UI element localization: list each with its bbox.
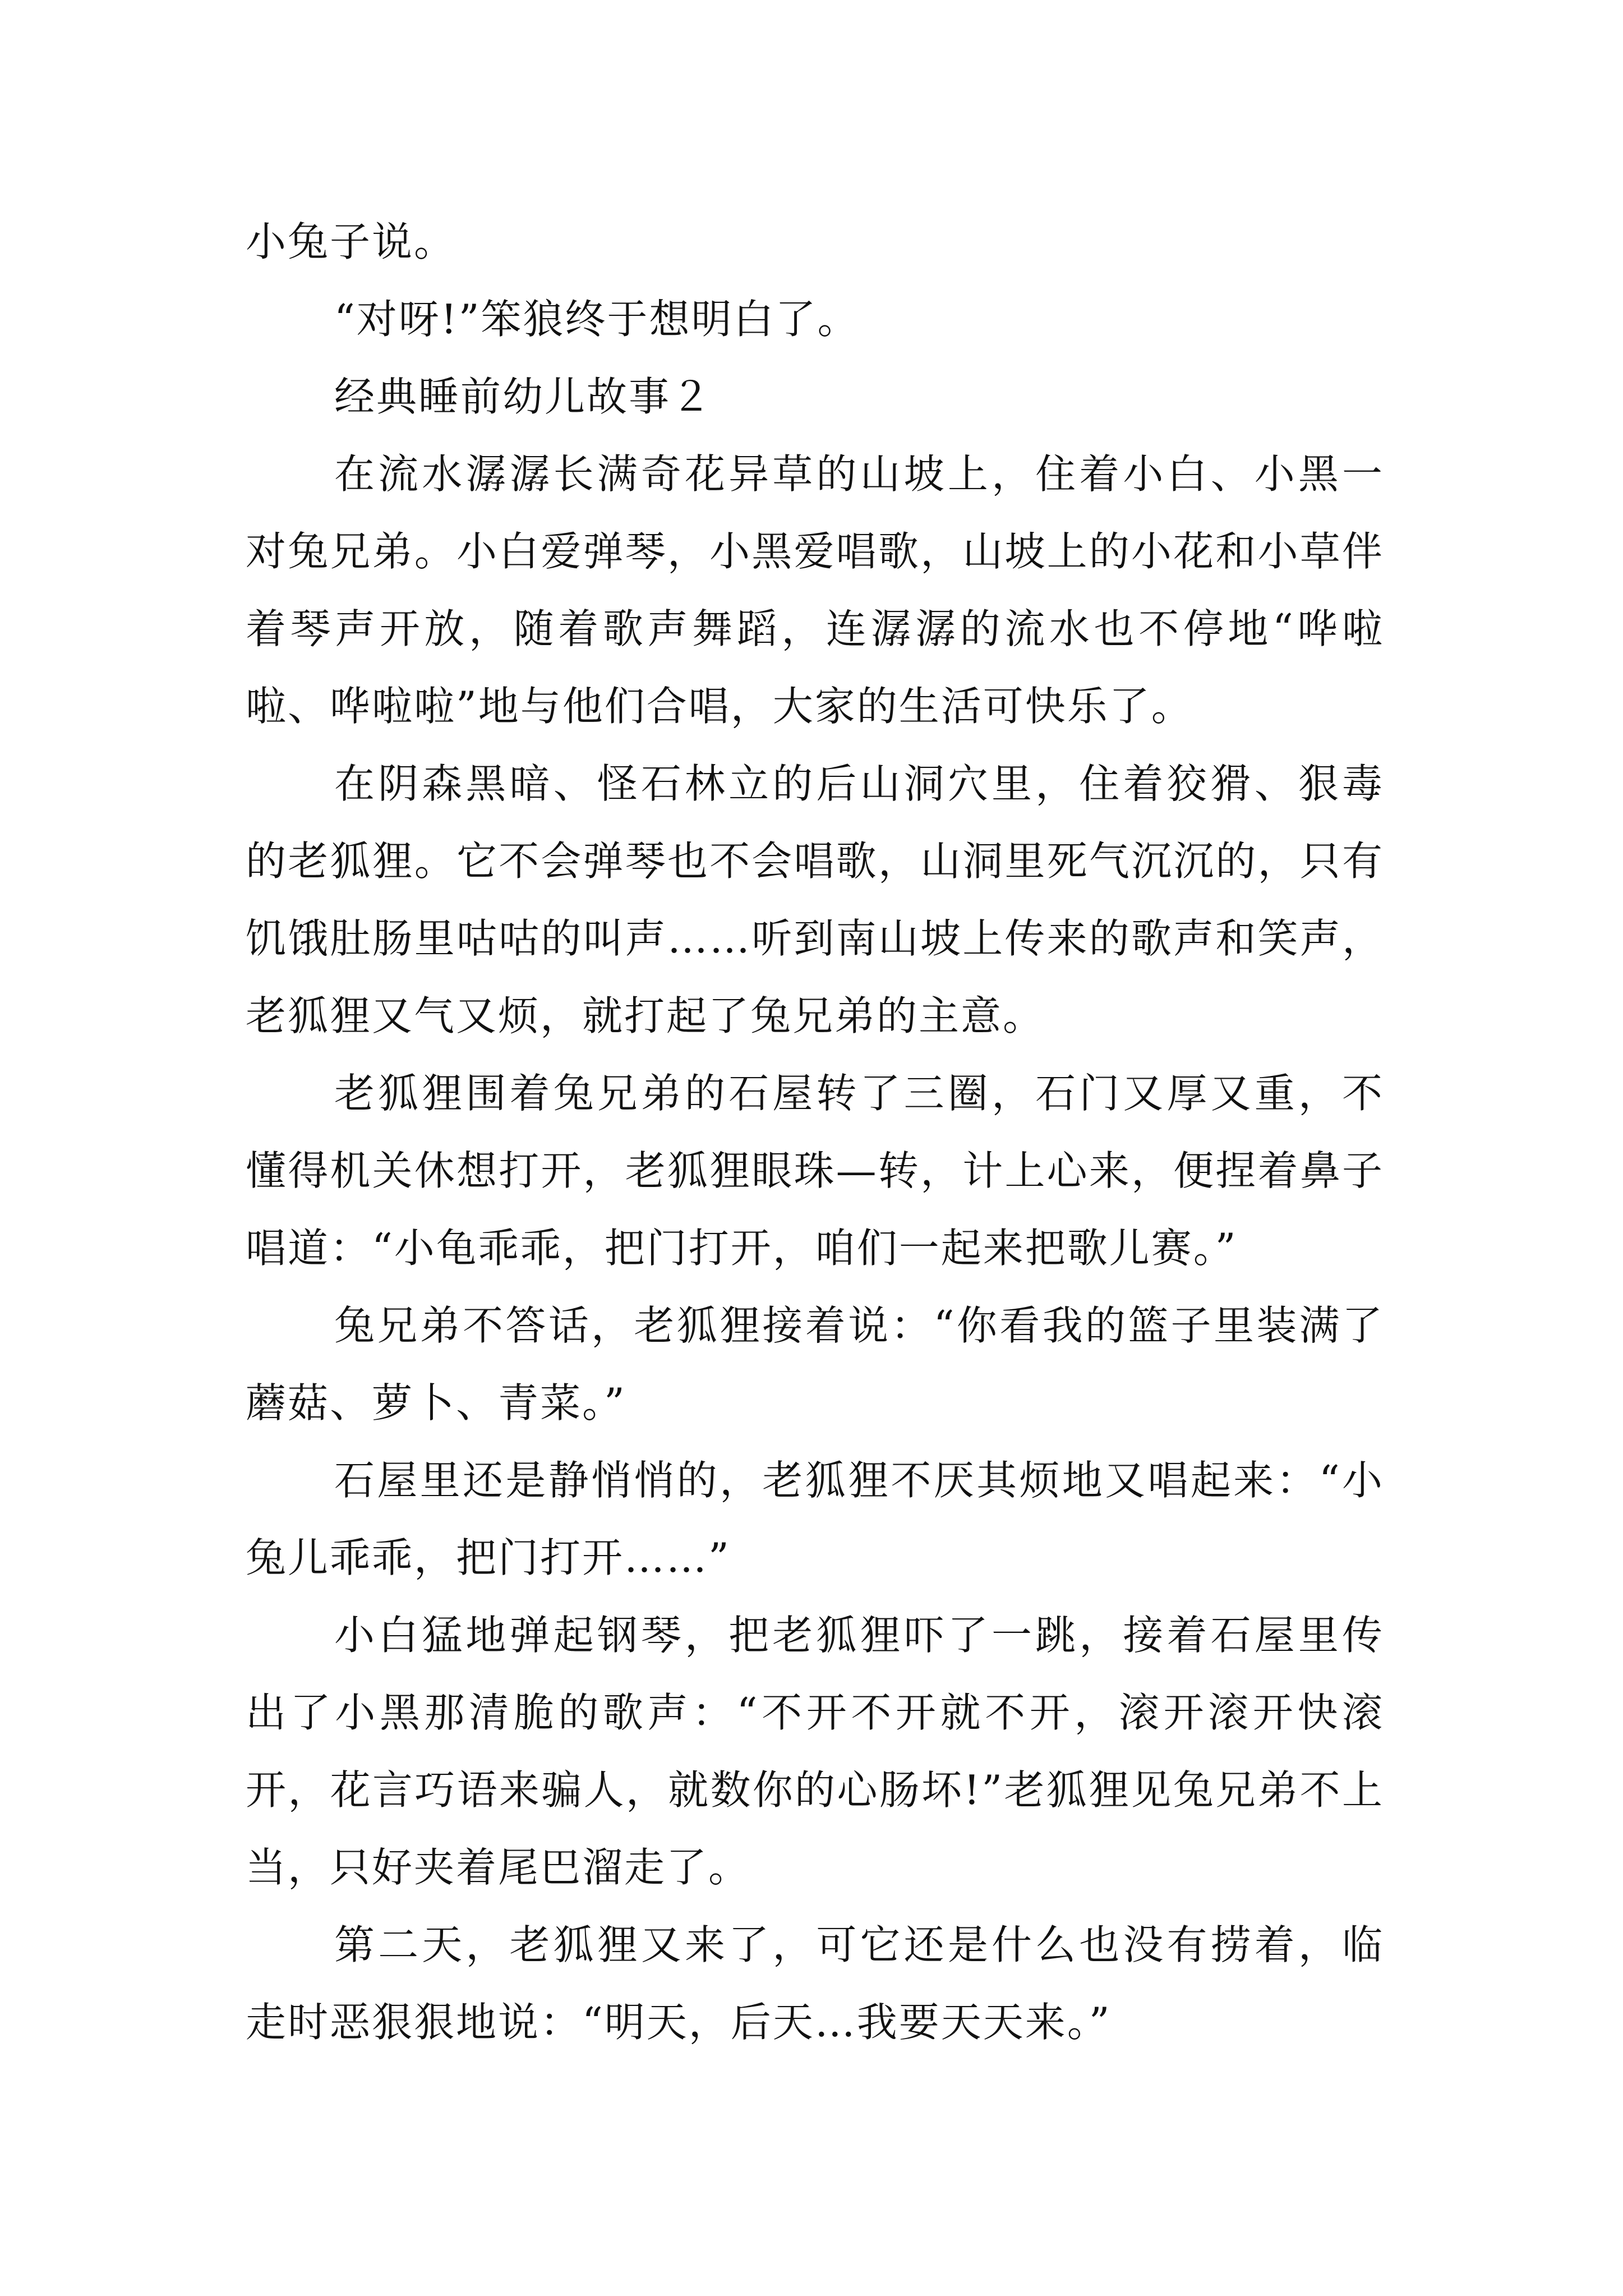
paragraph: 兔兄弟不答话，老狐狸接着说：“你看我的篮子里装满了蘑菇、萝卜、青菜。” [246,1302,1384,1427]
paragraph-continuation: 小兔子说。 [246,218,457,265]
story-heading: 经典睡前幼儿故事２ [334,373,713,420]
paragraph: 在流水潺潺长满奇花异草的山坡上，住着小白、小黑一对兔兄弟。小白爱弹琴，小黑爱唱歌，山坡上的小花和小草伴着琴声开放，随着歌声舞蹈，连潺潺的流水也不停地“哗啦啦、哗啦啦”地与他们合唱，大家的生活可快乐了。 [246,450,1384,730]
paragraph: “对呀!”笨狼终于想明白了。 [334,296,860,343]
paragraph: 第二天，老狐狸又来了，可它还是什么也没有捞着，临走时恶狠狠地说：“明天，后天…我要天天来。” [246,1921,1384,2046]
paragraph: 小白猛地弹起钢琴，把老狐狸吓了一跳，接着石屋里传出了小黑那清脆的歌声：“不开不开就不开，滚开滚开快滚开，花言巧语来骗人，就数你的心肠坏!”老狐狸见兔兄弟不上当，只好夹着尾巴溜走了。 [246,1612,1384,1891]
paragraph: 老狐狸围着兔兄弟的石屋转了三圈，石门又厚又重，不懂得机关休想打开，老狐狸眼珠—转，计上心来，便捏着鼻子唱道：“小龟乖乖，把门打开，咱们一起来把歌儿赛。” [246,1070,1384,1272]
paragraph: 石屋里还是静悄悄的，老狐狸不厌其烦地又唱起来：“小兔儿乖乖，把门打开……” [246,1457,1384,1581]
paragraph: 在阴森黑暗、怪石林立的后山洞穴里，住着狡猾、狠毒的老狐狸。它不会弹琴也不会唱歌，山洞里死气沉沉的，只有饥饿肚肠里咕咕的叫声……听到南山坡上传来的歌声和笑声，老狐狸又气又烦，就打起了兔兄弟的主意。 [246,760,1384,1039]
document-body [246,203,1384,2061]
